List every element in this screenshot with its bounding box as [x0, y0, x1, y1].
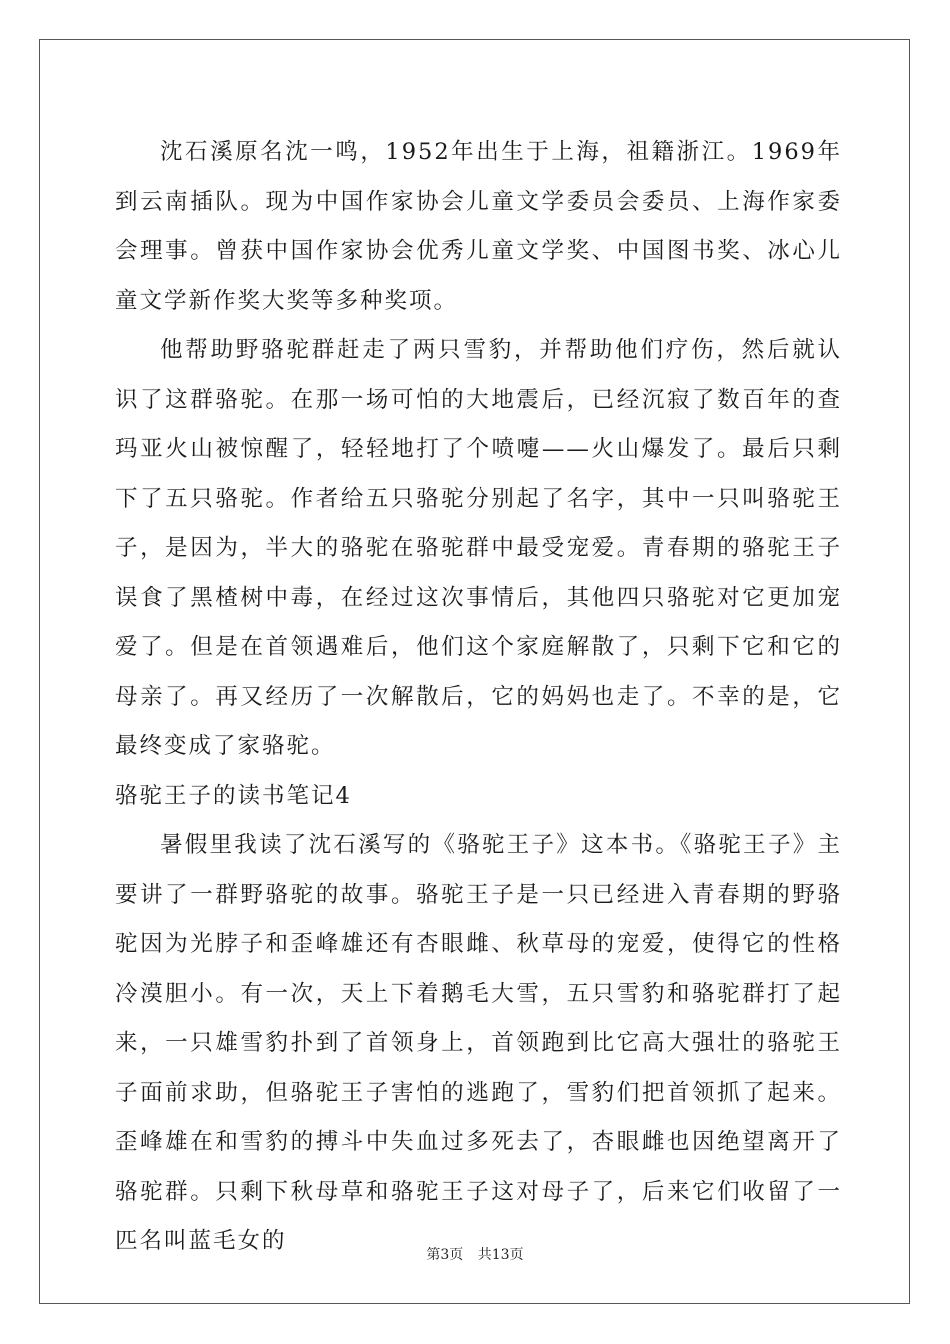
- paragraph-reading-notes: 暑假里我读了沈石溪写的《骆驼王子》这本书。《骆驼王子》主要讲了一群野骆驼的故事。骆驼王子是一只已经进入青春期的野骆驼因为光脖子和歪峰雄还有杏眼雌、秋草母的宠爱，使得它的性格冷漠胆小。有一次，天上下着鹅毛大雪，五只雪豹和骆驼群打了起来，一只雄雪豹扑到了首领身上，首领跑到比它高大强壮的骆驼王子面前求助，但骆驼王子害怕的逃跑了，雪豹们把首领抓了起来。歪峰雄在和雪豹的搏斗中失血过多死去了，杏眼雌也因绝望离开了骆驼群。只剩下秋母草和骆驼王子这对母子了，后来它们收留了一匹名叫蓝毛女的: [115, 832, 842, 1254]
- section-heading: 骆驼王子的读书笔记4: [115, 782, 352, 809]
- page-footer: [0, 1244, 950, 1264]
- page-total: 共13页: [477, 1247, 524, 1263]
- paragraph-author-bio: 沈石溪原名沈一鸣，1952年出生于上海，祖籍浙江。1969年到云南插队。现为中国作家协会儿童文学委员会委员、上海作家委会理事。曾获中国作家协会优秀儿童文学奖、中国图书奖、冰心儿童文学新作奖大奖等多种奖项。: [115, 139, 842, 314]
- paragraph-story-summary: 他帮助野骆驼群赶走了两只雪豹，并帮助他们疗伤，然后就认识了这群骆驼。在那一场可怕的大地震后，已经沉寂了数百年的查玛亚火山被惊醒了，轻轻地打了个喷嚏——火山爆发了。最后只剩下了五只骆驼。作者给五只骆驼分别起了名字，其中一只叫骆驼王子，是因为，半大的骆驼在骆驼群中最受宠爱。青春期的骆驼王子误食了黑楂树中毒，在经过这次事情后，其他四只骆驼对它更加宠爱了。但是在首领遇难后，他们这个家庭解散了，只剩下它和它的母亲了。再又经历了一次解散后，它的妈妈也走了。不幸的是，它最终变成了家骆驼。: [115, 337, 842, 759]
- document-body: [115, 128, 842, 1267]
- page-number: 第3页: [426, 1247, 464, 1263]
